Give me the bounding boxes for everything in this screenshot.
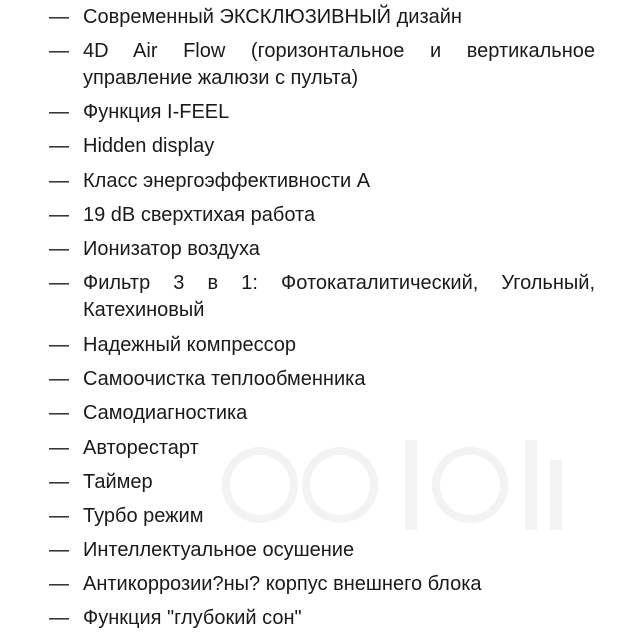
- list-dash: —: [49, 402, 69, 424]
- list-dash: —: [49, 539, 69, 561]
- list-dash: —: [49, 471, 69, 493]
- list-dash: —: [49, 334, 69, 356]
- feature-text: Самодиагностика: [83, 402, 248, 424]
- list-dash: —: [49, 437, 69, 459]
- feature-text: Hidden display: [83, 135, 215, 157]
- feature-text: Функция I-FEEL: [83, 101, 230, 123]
- list-dash: —: [49, 204, 69, 226]
- list-dash: —: [49, 101, 69, 123]
- list-dash: —: [49, 505, 69, 527]
- feature-text: Ионизатор воздуха: [83, 238, 260, 260]
- list-dash: —: [49, 573, 69, 595]
- list-dash: —: [49, 40, 69, 62]
- feature-text: 19 dB сверхтихая работа: [83, 204, 316, 226]
- feature-text: Современный ЭКСКЛЮЗИВНЫЙ дизайн: [83, 6, 462, 28]
- feature-text: Таймер: [83, 471, 153, 493]
- feature-text: Класс энергоэффективности А: [83, 170, 371, 192]
- feature-text: Надежный компрессор: [83, 334, 297, 356]
- feature-text: Антикоррозии?ны? корпус внешнего блока: [83, 573, 482, 595]
- list-dash: —: [49, 238, 69, 260]
- feature-text: Интеллектуальное осушение: [83, 539, 355, 561]
- list-dash: —: [49, 6, 69, 28]
- list-dash: —: [49, 135, 69, 157]
- feature-text: Турбо режим: [83, 505, 204, 527]
- feature-text: Авторестарт: [83, 437, 199, 459]
- list-dash: —: [49, 368, 69, 390]
- feature-text: Функция "глубокий сон": [83, 607, 302, 629]
- feature-text: Самоочистка теплообменника: [83, 368, 366, 390]
- list-dash: —: [49, 272, 69, 294]
- list-dash: —: [49, 170, 69, 192]
- list-dash: —: [49, 607, 69, 629]
- feature-text: 4D Air Flow (горизонтальное и вертикальное управление жалюзи с пульта): [83, 40, 595, 89]
- feature-text: Фильтр 3 в 1: Фотокаталитический, Угольный, Катехиновый: [83, 272, 595, 321]
